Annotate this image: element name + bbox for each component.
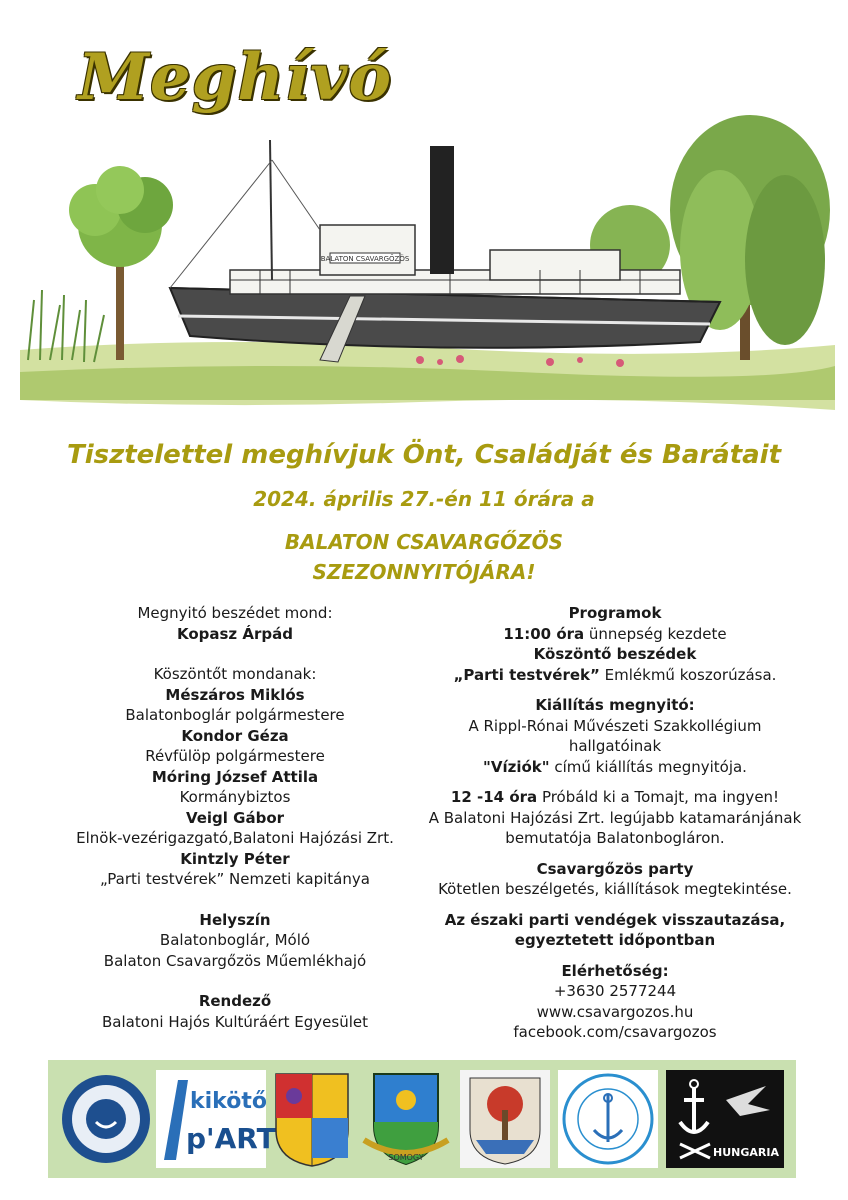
greetings-label: Köszöntőt mondanak: (153, 665, 317, 683)
speaker-name: Kintzly Péter (180, 849, 290, 868)
speakers-column (60, 603, 410, 1032)
party-text: Kötetlen beszélgetés, kiállítások megtekintése. (438, 880, 792, 898)
contact-label: Elérhetőség: (561, 961, 669, 980)
hungaria-text: HUNGARIA (713, 1146, 779, 1159)
exhibit-text: című kiállítás megnyitója. (549, 757, 747, 776)
program-sub: Köszöntő beszédek (533, 645, 697, 663)
modeller-association-seal (558, 1070, 658, 1168)
party-label: Csavargőzös party (536, 859, 694, 878)
part-text: p'ART (186, 1122, 276, 1155)
program-column (420, 603, 810, 1043)
speaker-role: Révfülöp polgármestere (145, 747, 325, 765)
exhibit-title: "Víziók" (483, 757, 550, 776)
program-item (420, 624, 810, 645)
return-trip-line: egyeztetett időpontban (514, 931, 716, 949)
somogy-label: SOMOGY (388, 1153, 424, 1162)
speaker-name: Móring József Attila (151, 767, 319, 786)
kikoto-part-logo (156, 1070, 276, 1168)
program-text: Emlékmű koszorúzása. (599, 665, 777, 684)
headline-date: 2024. április 27.-én 11 órára a (253, 487, 595, 511)
speaker-role: Elnök-vezérigazgató,Balatoni Hajózási Zrt. (76, 829, 394, 847)
organizer-name: Balatoni Hajós Kultúráért Egyesület (101, 1012, 368, 1031)
exhibit-label: Kiállítás megnyitó: (535, 696, 695, 714)
steamboat-illustration (20, 110, 835, 430)
somogy-county-crest (360, 1070, 452, 1168)
revfulop-coat-of-arms (460, 1070, 550, 1168)
opening-speaker: Kopasz Árpád (176, 624, 293, 643)
program-highlight: „Parti testvérek” (453, 665, 600, 684)
exhibit-line: A Rippl-Rónai Művészeti Szakkollégium hallgatóinak (468, 716, 762, 755)
return-trip-line: Az északi parti vendégek visszautazása, (444, 910, 786, 929)
headline-event (0, 527, 848, 587)
program-time: 11:00 óra (503, 624, 585, 643)
kikoto-text: kikötő (190, 1089, 267, 1114)
boat-nameplate: BALATON CSAVARGŐZÖS (320, 255, 410, 263)
venue-line: Balatonboglár, Móló (159, 931, 311, 949)
venue-label: Helyszín (199, 910, 271, 929)
programs-label: Programok (568, 604, 662, 622)
sponsor-logos-strip (48, 1060, 796, 1178)
speaker-name: Kondor Géza (181, 726, 289, 745)
program-time: 12 -14 óra (450, 788, 538, 806)
program-line: bemutatója Balatonbogláron. (505, 829, 725, 847)
program-text: ünnepség kezdete (584, 624, 727, 643)
headline-event-line2: SZEZONNYITÓJÁRA! (312, 560, 536, 584)
contact-facebook: facebook.com/csavargozos (513, 1023, 717, 1041)
opening-label: Megnyitó beszédet mond: (137, 604, 333, 622)
speaker-name: Veigl Gábor (185, 808, 285, 827)
program-item (420, 665, 810, 686)
headline-invitation: Tisztelettel meghívjuk Önt, Családját és Barátait (66, 440, 782, 470)
contact-phone: +3630 2577244 (553, 982, 677, 1000)
program-line: A Balatoni Hajózási Zrt. legújabb katamaránjának (428, 808, 802, 827)
speaker-role: „Parti testvérek” Nemzeti kapitánya (100, 870, 370, 888)
speaker-role: Kormánybiztos (179, 788, 291, 806)
shipping-seal-logo (60, 1070, 152, 1168)
invitation-title: Meghívó (78, 40, 393, 115)
speaker-role: Balatonboglár polgármestere (125, 706, 345, 724)
program-item (420, 787, 810, 808)
balatonboglar-coat-of-arms (272, 1070, 352, 1168)
contact-website: www.csavargozos.hu (536, 1002, 694, 1021)
organizer-label: Rendező (198, 992, 272, 1010)
headline-event-line1: BALATON CSAVARGŐZÖS (284, 530, 564, 554)
exhibit-item (420, 757, 810, 778)
venue-line: Balaton Csavargőzös Műemlékhajó (103, 951, 367, 970)
program-text: Próbáld ki a Tomajt, ma ingyen! (537, 788, 780, 806)
speaker-name: Mészáros Miklós (165, 685, 305, 704)
hungaria-anchor-logo (666, 1070, 784, 1168)
